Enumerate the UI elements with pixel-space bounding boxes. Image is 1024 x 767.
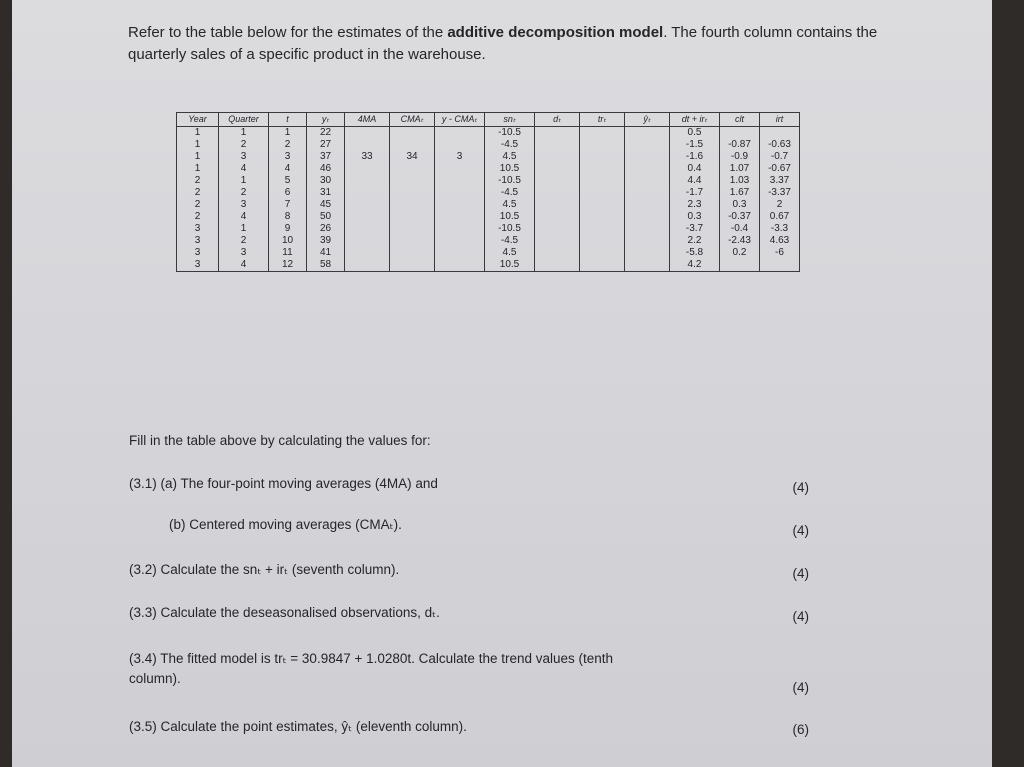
- table-cell: [580, 127, 625, 140]
- table-cell: [390, 199, 435, 211]
- col-header: dₜ: [535, 113, 580, 127]
- table-cell: -0.4: [720, 223, 760, 235]
- table-cell: [535, 259, 580, 272]
- table-cell: -5.8: [670, 247, 720, 259]
- table-cell: [535, 175, 580, 187]
- table-cell: 3: [177, 247, 219, 259]
- table-cell: [390, 187, 435, 199]
- table-cell: [435, 259, 485, 272]
- table-cell: [390, 175, 435, 187]
- table-cell: -1.6: [670, 151, 720, 163]
- table-cell: 30: [307, 175, 345, 187]
- col-header: t: [269, 113, 307, 127]
- table-cell: 0.67: [760, 211, 800, 223]
- table-cell: 22: [307, 127, 345, 140]
- table-cell: -10.5: [485, 223, 535, 235]
- table-cell: 1: [177, 127, 219, 140]
- table-cell: [435, 187, 485, 199]
- table-cell: 2.2: [670, 235, 720, 247]
- table-cell: 1: [177, 151, 219, 163]
- table-cell: [435, 223, 485, 235]
- table-row: [177, 247, 800, 259]
- col-header: clt: [720, 113, 760, 127]
- table-cell: [345, 211, 390, 223]
- table-row: [177, 127, 800, 140]
- col-header: trₜ: [580, 113, 625, 127]
- table-cell: 11: [269, 247, 307, 259]
- table-cell: [760, 127, 800, 140]
- table-cell: 31: [307, 187, 345, 199]
- col-header: irt: [760, 113, 800, 127]
- question-3-2: (3.2) Calculate the snₜ + irₜ (seventh column).: [129, 562, 400, 577]
- col-header: CMAₜ: [390, 113, 435, 127]
- table-cell: 7: [269, 199, 307, 211]
- table-cell: [625, 199, 670, 211]
- table-cell: 3: [435, 151, 485, 163]
- table-cell: 1: [219, 127, 269, 140]
- table-cell: [345, 139, 390, 151]
- table-cell: [535, 127, 580, 140]
- table-cell: 10: [269, 235, 307, 247]
- table-cell: [390, 127, 435, 140]
- table-cell: [625, 163, 670, 175]
- col-header: yₜ: [307, 113, 345, 127]
- table-cell: [580, 223, 625, 235]
- table-cell: 3: [177, 223, 219, 235]
- col-header: Year: [177, 113, 219, 127]
- table-cell: [625, 151, 670, 163]
- table-cell: 41: [307, 247, 345, 259]
- intro-text-2: . The fourth column contains the quarterly sales of a specific product in the warehouse.: [128, 24, 878, 63]
- table-cell: [535, 139, 580, 151]
- table-row: [177, 163, 800, 175]
- intro-text-1: Refer to the table below for the estimates of the: [128, 24, 448, 41]
- table-cell: 3: [219, 151, 269, 163]
- table-cell: [625, 247, 670, 259]
- table-cell: 2: [177, 211, 219, 223]
- table-cell: 8: [269, 211, 307, 223]
- table-cell: 1: [269, 127, 307, 140]
- table-cell: [580, 151, 625, 163]
- table-cell: 3: [177, 235, 219, 247]
- table-cell: 4: [219, 211, 269, 223]
- table-cell: 10.5: [485, 211, 535, 223]
- table-cell: 58: [307, 259, 345, 272]
- table-cell: 0.5: [670, 127, 720, 140]
- table-cell: [625, 175, 670, 187]
- table-row: [177, 199, 800, 211]
- col-header: 4MA: [345, 113, 390, 127]
- table-cell: -4.5: [485, 235, 535, 247]
- table-cell: 6: [269, 187, 307, 199]
- worksheet-page: [12, 0, 992, 767]
- intro-paragraph: [128, 22, 888, 66]
- table-cell: -1.7: [670, 187, 720, 199]
- table-cell: 0.4: [670, 163, 720, 175]
- table-cell: [580, 211, 625, 223]
- table-cell: [580, 199, 625, 211]
- table-cell: [390, 223, 435, 235]
- table-cell: [625, 235, 670, 247]
- table-cell: [580, 259, 625, 272]
- table-cell: -10.5: [485, 127, 535, 140]
- table-cell: [625, 259, 670, 272]
- table-cell: 3: [269, 151, 307, 163]
- intro-bold-term: additive decomposition model: [447, 24, 664, 41]
- table-cell: [580, 235, 625, 247]
- table-cell: [345, 247, 390, 259]
- table-cell: [580, 139, 625, 151]
- table-cell: [345, 127, 390, 140]
- table-cell: [435, 139, 485, 151]
- table-cell: [580, 247, 625, 259]
- question-3-3: (3.3) Calculate the deseasonalised observations, dₜ.: [129, 605, 440, 620]
- table-cell: [435, 235, 485, 247]
- table-cell: -4.5: [485, 139, 535, 151]
- table-cell: 1.03: [720, 175, 760, 187]
- table-cell: -0.9: [720, 151, 760, 163]
- table-cell: -0.63: [760, 139, 800, 151]
- table-cell: [625, 187, 670, 199]
- table-cell: -0.87: [720, 139, 760, 151]
- table-cell: 2: [760, 199, 800, 211]
- table-cell: [390, 211, 435, 223]
- table-cell: -3.7: [670, 223, 720, 235]
- table-cell: [760, 259, 800, 272]
- table-cell: [535, 211, 580, 223]
- table-cell: 2: [177, 175, 219, 187]
- table-cell: 2: [219, 187, 269, 199]
- table-row: [177, 259, 800, 272]
- table-cell: 26: [307, 223, 345, 235]
- table-header-row: [177, 113, 800, 127]
- table-cell: -4.5: [485, 187, 535, 199]
- table-cell: 27: [307, 139, 345, 151]
- table-row: [177, 211, 800, 223]
- table-cell: [535, 187, 580, 199]
- marks-3-1a: (4): [792, 480, 809, 495]
- table-cell: [435, 175, 485, 187]
- table-cell: [580, 187, 625, 199]
- table-cell: 2: [177, 187, 219, 199]
- table-cell: [345, 223, 390, 235]
- question-3-1b: (b) Centered moving averages (CMAₜ).: [169, 517, 402, 532]
- table-cell: -1.5: [670, 139, 720, 151]
- table-cell: 0.2: [720, 247, 760, 259]
- table-row: [177, 151, 800, 163]
- table-cell: 2: [269, 139, 307, 151]
- col-header: ŷₜ: [625, 113, 670, 127]
- table-cell: -0.37: [720, 211, 760, 223]
- table-cell: 4.4: [670, 175, 720, 187]
- question-3-1a: (3.1) (a) The four-point moving averages (4MA) and: [129, 476, 438, 491]
- table-cell: 4: [269, 163, 307, 175]
- table-cell: [345, 235, 390, 247]
- table-cell: 4.5: [485, 199, 535, 211]
- table-cell: 1: [219, 175, 269, 187]
- table-cell: [390, 259, 435, 272]
- table-cell: [720, 127, 760, 140]
- table-cell: -0.7: [760, 151, 800, 163]
- table-cell: 4.5: [485, 151, 535, 163]
- table-cell: -3.3: [760, 223, 800, 235]
- table-cell: [390, 235, 435, 247]
- table-cell: -10.5: [485, 175, 535, 187]
- table-cell: 3.37: [760, 175, 800, 187]
- table-cell: [535, 223, 580, 235]
- table-cell: 2: [219, 139, 269, 151]
- table-cell: [535, 247, 580, 259]
- table-cell: 39: [307, 235, 345, 247]
- table-cell: [435, 247, 485, 259]
- table-cell: 10.5: [485, 259, 535, 272]
- table-cell: [625, 127, 670, 140]
- table-cell: 3: [219, 247, 269, 259]
- table-cell: 1: [177, 139, 219, 151]
- marks-3-1b: (4): [792, 523, 809, 538]
- table-cell: [345, 187, 390, 199]
- table-row: [177, 187, 800, 199]
- table-cell: 3: [219, 199, 269, 211]
- table-cell: [580, 163, 625, 175]
- table-cell: -0.67: [760, 163, 800, 175]
- table-cell: [535, 235, 580, 247]
- table-cell: 1.07: [720, 163, 760, 175]
- table-cell: 4.63: [760, 235, 800, 247]
- col-header: Quarter: [219, 113, 269, 127]
- table-row: [177, 235, 800, 247]
- table-cell: 0.3: [670, 211, 720, 223]
- table-cell: [535, 163, 580, 175]
- table-cell: 5: [269, 175, 307, 187]
- table-cell: [625, 139, 670, 151]
- table-row: [177, 139, 800, 151]
- table-cell: 12: [269, 259, 307, 272]
- table-cell: 4.2: [670, 259, 720, 272]
- col-header: snₜ: [485, 113, 535, 127]
- col-header: dt + irₜ: [670, 113, 720, 127]
- table-cell: 33: [345, 151, 390, 163]
- table-cell: [580, 175, 625, 187]
- table-cell: -2.43: [720, 235, 760, 247]
- table-cell: 1: [177, 163, 219, 175]
- table-row: [177, 223, 800, 235]
- decomposition-table: [176, 112, 800, 272]
- table-cell: [345, 163, 390, 175]
- table-cell: 34: [390, 151, 435, 163]
- table-cell: 50: [307, 211, 345, 223]
- marks-3-5: (6): [792, 722, 809, 737]
- table-cell: -3.37: [760, 187, 800, 199]
- marks-3-2: (4): [792, 566, 809, 581]
- question-3-4-cont: column).: [129, 671, 181, 686]
- table-cell: [535, 151, 580, 163]
- table-cell: 4: [219, 163, 269, 175]
- table-cell: 37: [307, 151, 345, 163]
- table-cell: 3: [177, 259, 219, 272]
- table-cell: [390, 163, 435, 175]
- table-cell: [345, 175, 390, 187]
- table-cell: 2.3: [670, 199, 720, 211]
- table-cell: 1.67: [720, 187, 760, 199]
- question-3-5: (3.5) Calculate the point estimates, ŷₜ (eleventh column).: [129, 719, 467, 734]
- table-cell: 45: [307, 199, 345, 211]
- table-cell: 46: [307, 163, 345, 175]
- col-header: y - CMAₜ: [435, 113, 485, 127]
- table-cell: [390, 247, 435, 259]
- question-3-4: (3.4) The fitted model is trₜ = 30.9847 + 1.0280t. Calculate the trend values (tenth: [129, 651, 614, 666]
- table-cell: 0.3: [720, 199, 760, 211]
- table-cell: [625, 223, 670, 235]
- table-cell: [435, 127, 485, 140]
- fill-instruction: Fill in the table above by calculating the values for:: [129, 433, 431, 448]
- table-cell: [345, 259, 390, 272]
- table-cell: 1: [219, 223, 269, 235]
- table-cell: 10.5: [485, 163, 535, 175]
- table-cell: -6: [760, 247, 800, 259]
- table-cell: [435, 163, 485, 175]
- table-cell: 4: [219, 259, 269, 272]
- table-cell: 2: [177, 199, 219, 211]
- table-cell: [535, 199, 580, 211]
- table-cell: 4.5: [485, 247, 535, 259]
- table-cell: 2: [219, 235, 269, 247]
- table-cell: [435, 199, 485, 211]
- table-cell: [345, 199, 390, 211]
- table-cell: 9: [269, 223, 307, 235]
- table-cell: [390, 139, 435, 151]
- table-cell: [435, 211, 485, 223]
- table-cell: [720, 259, 760, 272]
- table-cell: [625, 211, 670, 223]
- marks-3-4: (4): [792, 680, 809, 695]
- marks-3-3: (4): [792, 609, 809, 624]
- table-row: [177, 175, 800, 187]
